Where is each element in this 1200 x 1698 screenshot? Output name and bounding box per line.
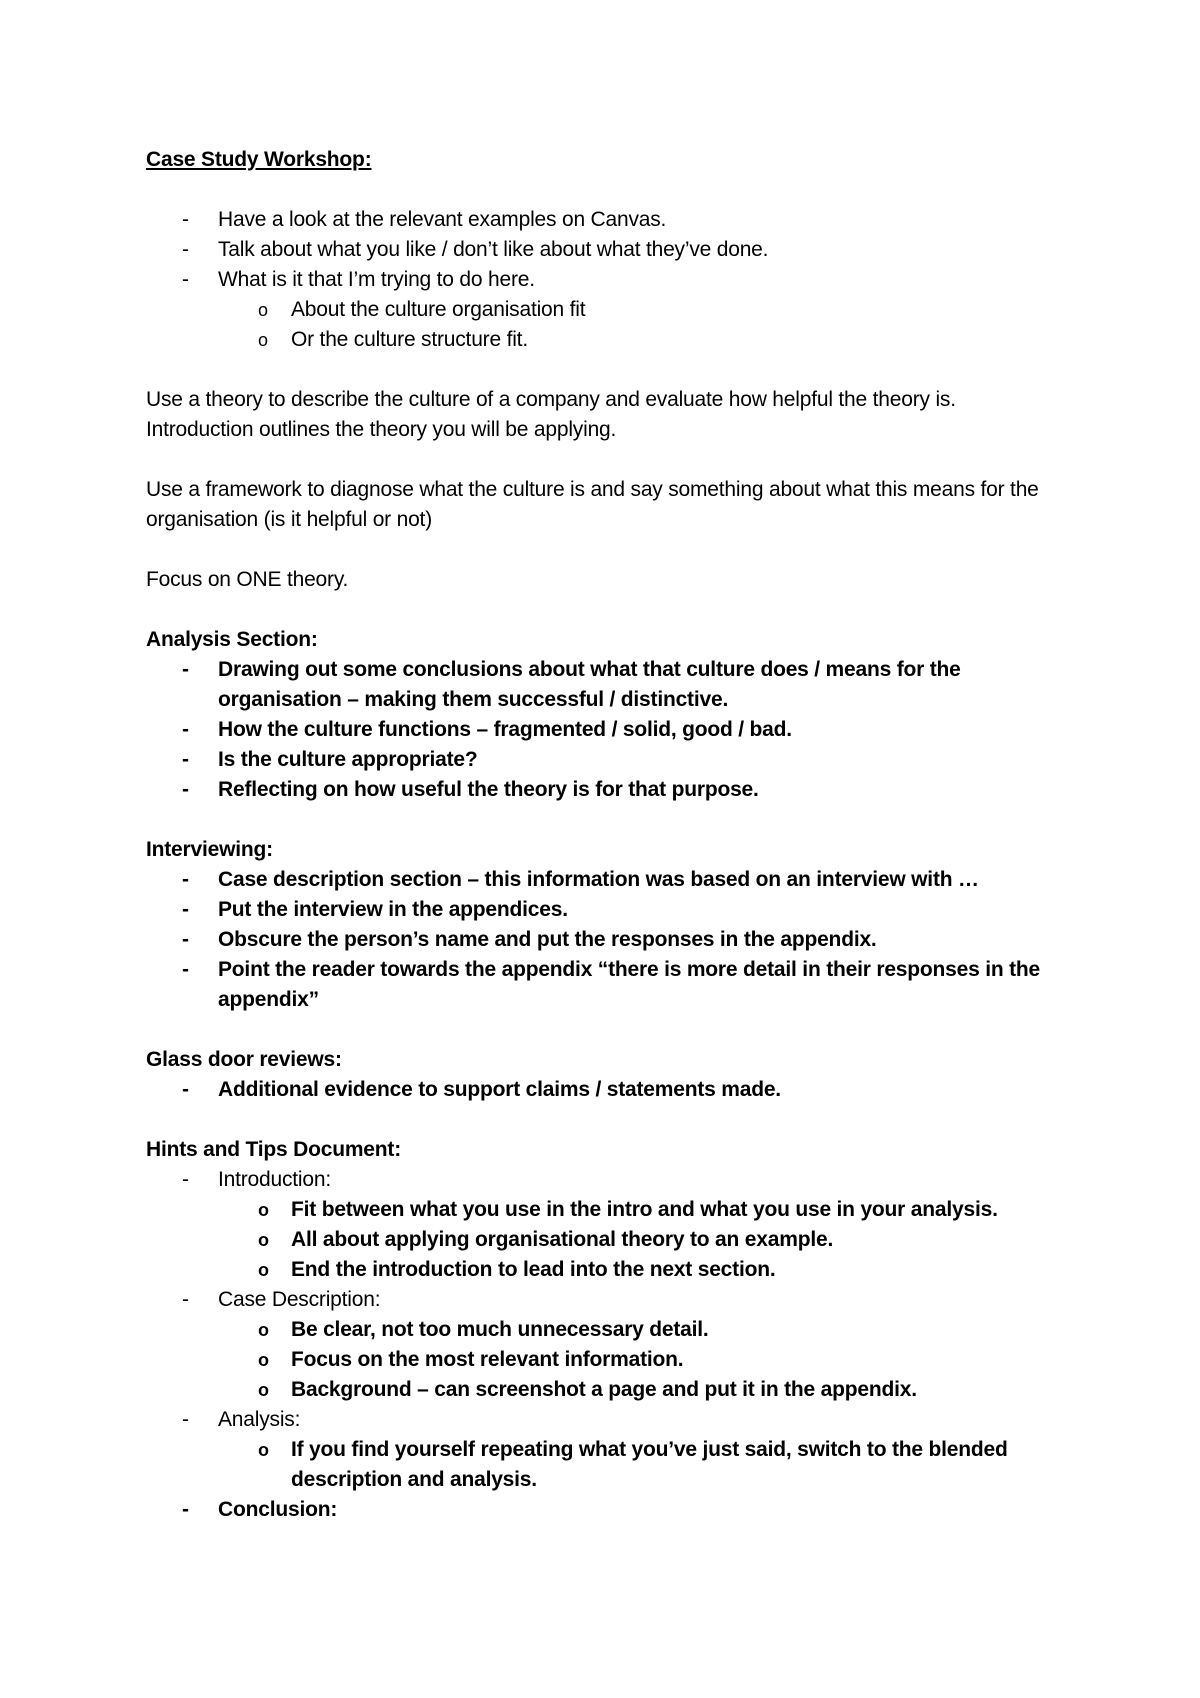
paragraph-line: Use a theory to describe the culture of a company and evaluate how helpful the theory is. xyxy=(146,388,956,411)
list-item xyxy=(146,955,1086,1015)
list-item-text: Is the culture appropriate? xyxy=(218,748,478,771)
circle-bullet-icon: o xyxy=(258,1230,269,1250)
dash-bullet-icon: - xyxy=(182,1288,189,1311)
section-heading-hints: Hints and Tips Document: xyxy=(146,1138,401,1161)
sub-list-item xyxy=(146,325,1086,355)
circle-bullet-icon: o xyxy=(258,1380,269,1400)
sub-list-item xyxy=(146,1255,1086,1285)
sub-list-item-text: Be clear, not too much unnecessary detail. xyxy=(291,1318,709,1341)
intro-bullet-list xyxy=(146,205,1086,355)
dash-bullet-icon: - xyxy=(182,868,189,891)
list-item-text: Put the interview in the appendices. xyxy=(218,898,568,921)
list-item xyxy=(146,1165,1086,1195)
list-item xyxy=(146,265,1086,295)
list-item-text: Case description section – this information was based on an interview with … xyxy=(218,868,979,891)
sub-list-item xyxy=(146,1315,1086,1345)
sub-list-item-text: End the introduction to lead into the next section. xyxy=(291,1258,776,1281)
sub-list-item-text: Or the culture structure fit. xyxy=(291,328,528,351)
section-heading-interviewing: Interviewing: xyxy=(146,838,273,861)
list-item xyxy=(146,865,1086,895)
spacer xyxy=(146,805,1086,835)
sub-list-item xyxy=(146,1375,1086,1405)
dash-bullet-icon: - xyxy=(182,238,189,261)
spacer xyxy=(146,175,1086,205)
spacer xyxy=(146,535,1086,565)
sub-list-item xyxy=(146,295,1086,325)
sub-list-item xyxy=(146,1345,1086,1375)
sub-list-item-text: Background – can screenshot a page and put it in the appendix. xyxy=(291,1378,917,1401)
list-item xyxy=(146,895,1086,925)
list-item-text: Talk about what you like / don’t like about what they’ve done. xyxy=(218,238,769,261)
dash-bullet-icon: - xyxy=(182,1168,189,1191)
paragraph-line: Introduction outlines the theory you will be applying. xyxy=(146,418,617,441)
dash-bullet-icon: - xyxy=(182,778,189,801)
dash-bullet-icon: - xyxy=(182,718,189,741)
list-item xyxy=(146,655,1086,715)
list-item xyxy=(146,925,1086,955)
dash-bullet-icon: - xyxy=(182,958,189,981)
section-heading-glassdoor: Glass door reviews: xyxy=(146,1048,342,1071)
list-item-text: Drawing out some conclusions about what that culture does / means for the organisation – making them successful / distinctive. xyxy=(218,658,961,711)
dash-bullet-icon: - xyxy=(182,208,189,231)
sub-list-item xyxy=(146,1435,1086,1495)
list-item xyxy=(146,715,1086,745)
dash-bullet-icon: - xyxy=(182,1078,189,1101)
list-item xyxy=(146,1405,1086,1435)
sub-list-item xyxy=(146,1195,1086,1225)
dash-bullet-icon: - xyxy=(182,898,189,921)
list-item-text: How the culture functions – fragmented / solid, good / bad. xyxy=(218,718,792,741)
dash-bullet-icon: - xyxy=(182,748,189,771)
spacer xyxy=(146,355,1086,385)
paragraph: Use a framework to diagnose what the culture is and say something about what this means for the organisation (is it helpful or not) xyxy=(146,478,1039,531)
spacer xyxy=(146,1105,1086,1135)
circle-bullet-icon: o xyxy=(258,330,268,350)
list-item xyxy=(146,1285,1086,1315)
circle-bullet-icon: o xyxy=(258,1350,269,1370)
spacer xyxy=(146,595,1086,625)
list-item-text: Analysis: xyxy=(218,1408,301,1431)
dash-bullet-icon: - xyxy=(182,1408,189,1431)
interviewing-list xyxy=(146,865,1086,1015)
list-item xyxy=(146,1075,1086,1105)
list-item xyxy=(146,775,1086,805)
list-item xyxy=(146,205,1086,235)
sub-list-item-text: Fit between what you use in the intro and what you use in your analysis. xyxy=(291,1198,998,1221)
analysis-list xyxy=(146,655,1086,805)
spacer xyxy=(146,445,1086,475)
sub-list-item-text: All about applying organisational theory to an example. xyxy=(291,1228,834,1251)
list-item-text: Case Description: xyxy=(218,1288,381,1311)
circle-bullet-icon: o xyxy=(258,300,268,320)
sub-list-item xyxy=(146,1225,1086,1255)
sub-list-item-text: About the culture organisation fit xyxy=(291,298,586,321)
list-item xyxy=(146,235,1086,265)
circle-bullet-icon: o xyxy=(258,1200,269,1220)
dash-bullet-icon: - xyxy=(182,268,189,291)
spacer xyxy=(146,1015,1086,1045)
glassdoor-list xyxy=(146,1075,1086,1105)
paragraph: Focus on ONE theory. xyxy=(146,568,349,591)
list-item-text: Obscure the person’s name and put the responses in the appendix. xyxy=(218,928,877,951)
list-item-text: Reflecting on how useful the theory is for that purpose. xyxy=(218,778,759,801)
document-body xyxy=(146,145,1086,1525)
list-item-text: What is it that I’m trying to do here. xyxy=(218,268,535,291)
hints-list xyxy=(146,1165,1086,1525)
sub-list-item-text: If you find yourself repeating what you’ve just said, switch to the blended description and analysis. xyxy=(291,1438,1008,1491)
list-item-text: Conclusion: xyxy=(218,1498,338,1521)
sub-list-item-text: Focus on the most relevant information. xyxy=(291,1348,684,1371)
document-title: Case Study Workshop: xyxy=(146,148,372,171)
dash-bullet-icon: - xyxy=(182,658,189,681)
list-item xyxy=(146,1495,1086,1525)
list-item-text: Introduction: xyxy=(218,1168,331,1191)
list-item xyxy=(146,745,1086,775)
circle-bullet-icon: o xyxy=(258,1320,269,1340)
circle-bullet-icon: o xyxy=(258,1440,269,1460)
list-item-text: Additional evidence to support claims / statements made. xyxy=(218,1078,781,1101)
list-item-text: Have a look at the relevant examples on Canvas. xyxy=(218,208,667,231)
section-heading-analysis: Analysis Section: xyxy=(146,628,318,651)
dash-bullet-icon: - xyxy=(182,928,189,951)
dash-bullet-icon: - xyxy=(182,1498,189,1521)
circle-bullet-icon: o xyxy=(258,1260,269,1280)
list-item-text: Point the reader towards the appendix “there is more detail in their responses in the appendix” xyxy=(218,958,1041,1011)
